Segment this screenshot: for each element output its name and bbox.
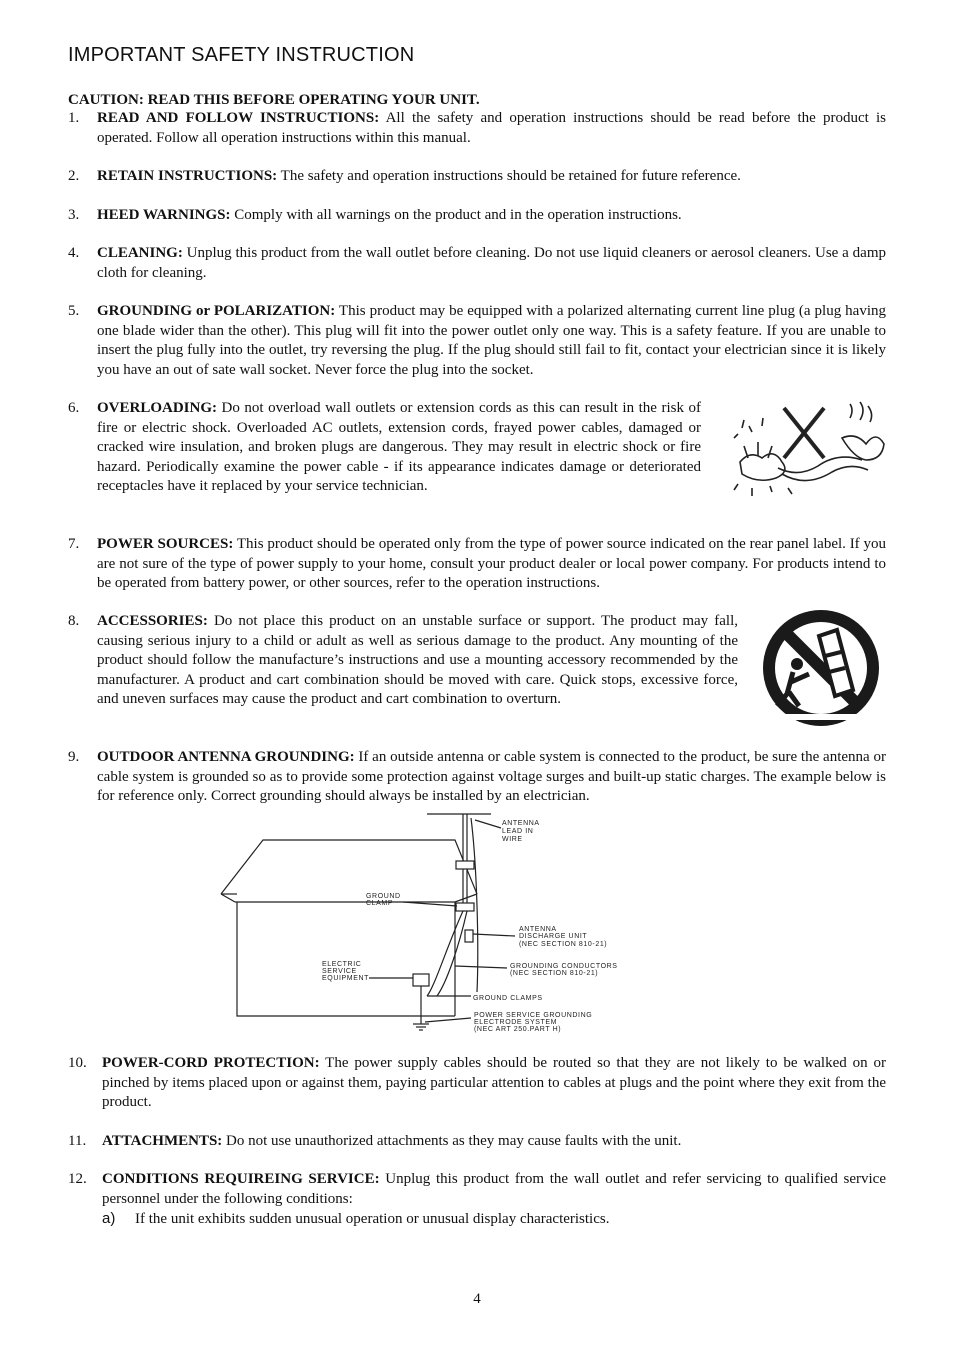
item-text: Do not place this product on an unstable surface or support. The product may fall, causing serious injury to a child or adult as well as serious damage to the product. Any mounting of the product should follow the manufacture’s instructions and use a mounting accessory recommended by the manufacturer. A product and cart combination should be moved with care. Quick stops, excessive force, and uneven surfaces may cause the product and cart combination to overturn.	[97, 613, 738, 707]
ground-clamp-label-2: CLAMP	[366, 900, 394, 907]
item-number: 9.	[68, 749, 80, 765]
antenna-lead-label-1: ANTENNA	[502, 820, 540, 827]
item-number: 4.	[68, 245, 80, 261]
power-service-label-2: ELECTRODE SYSTEM	[474, 1019, 558, 1026]
grounding-conductors-label-1: GROUNDING CONDUCTORS	[510, 963, 618, 970]
item-heading: READ AND FOLLOW INSTRUCTIONS:	[97, 110, 380, 126]
instruction-2	[68, 167, 886, 187]
instruction-1	[68, 109, 886, 148]
cart-tipover-warning-icon	[755, 606, 887, 730]
page-title: IMPORTANT SAFETY INSTRUCTION	[68, 44, 415, 66]
instruction-9	[68, 748, 886, 807]
item-heading: HEED WARNINGS:	[97, 207, 231, 223]
item-number: 11.	[68, 1133, 87, 1149]
subitem-letter: a)	[102, 1210, 116, 1227]
item-text: Do not use unauthorized attachments as they may cause faults with the unit.	[222, 1133, 682, 1149]
item-number: 7.	[68, 536, 80, 552]
item-text: If an outside antenna or cable system is connected to the product, be sure the antenna or cable system is grounded so as to provide some protection against voltage surges and built-up static charges. The example below is for reference only. Correct grounding should always be installed by an electrician.	[97, 749, 886, 804]
discharge-unit-label-3: (NEC SECTION 810-21)	[519, 941, 608, 948]
electric-service-label-1: ELECTRIC	[322, 961, 362, 968]
item-heading: OVERLOADING:	[97, 400, 218, 416]
subitem-text: If the unit exhibits sudden unusual operation or unusual display characteristics.	[135, 1211, 610, 1227]
instruction-6	[68, 399, 701, 497]
item-text: Unplug this product from the wall outlet before cleaning. Do not use liquid cleaners or aerosol cleaners. Use a damp cloth for cleaning.	[97, 245, 886, 281]
item-text: The power supply cables should be routed so that they are not likely to be walked on or pinched by items placed upon or against them, paying particular attention to cables at plugs and the point where they exit from the product.	[102, 1055, 886, 1110]
instruction-11	[68, 1132, 886, 1152]
discharge-unit-label-2: DISCHARGE UNIT	[519, 933, 588, 940]
item-number: 2.	[68, 168, 80, 184]
item-text: All the safety and operation instructions should be read before the product is operated. Follow all operation instructions within this manual.	[97, 110, 886, 146]
item-number: 5.	[68, 303, 80, 319]
item-heading: ACCESSORIES:	[97, 613, 208, 629]
item-text: Do not overload wall outlets or extension cords as this can result in the risk of fire or electric shock. Overloaded AC outlets, extension cords, frayed power cables, damaged or cracked wire insulation, and broken plugs are dangerous. They may result in electric shock or fire hazard. Periodically examine the power cable - if its appearance indicates damage or deteriorated receptacles have it replaced by your service technician.	[97, 400, 701, 494]
electric-service-label-2: SERVICE	[322, 968, 357, 975]
item-heading: CONDITIONS REQUIREING SERVICE:	[102, 1171, 380, 1187]
overloaded-outlet-icon	[722, 398, 888, 498]
ground-clamp-label-1: GROUND	[366, 893, 401, 900]
antenna-lead-label-3: WIRE	[502, 836, 523, 843]
instruction-12-subitem-a	[102, 1210, 802, 1228]
item-number: 12.	[68, 1171, 87, 1187]
instruction-10	[68, 1054, 886, 1113]
instruction-5	[68, 302, 886, 380]
item-number: 10.	[68, 1055, 87, 1071]
item-text: This product may be equipped with a polarized alternating current line plug (a plug having one blade wider than the other). This plug will fit into the power outlet only one way. This is a safety feature. If you are unable to insert the plug fully into the outlet, try reversing the plug. If the plug should still fail to fit, contact your electrician since it is likely you have an out of sate wall socket. Never force the plug into the socket.	[97, 303, 886, 378]
page-number: 4	[473, 1291, 481, 1307]
item-heading: CLEANING:	[97, 245, 183, 261]
item-heading: POWER SOURCES:	[97, 536, 234, 552]
item-heading: RETAIN INSTRUCTIONS:	[97, 168, 278, 184]
item-heading: OUTDOOR ANTENNA GROUNDING:	[97, 749, 355, 765]
item-heading: ATTACHMENTS:	[102, 1133, 223, 1149]
item-heading: GROUNDING or POLARIZATION:	[97, 303, 336, 319]
discharge-unit-label-1: ANTENNA	[519, 926, 557, 933]
grounding-conductors-label-2: (NEC SECTION 810-21)	[510, 970, 599, 977]
ground-clamps-label: GROUND CLAMPS	[473, 995, 543, 1002]
item-text: Unplug this product from the wall outlet and refer servicing to qualified service personnel under the following conditions:	[102, 1171, 886, 1207]
item-number: 1.	[68, 110, 80, 126]
caution-heading: CAUTION: READ THIS BEFORE OPERATING YOUR UNIT.	[68, 92, 480, 108]
item-number: 3.	[68, 207, 80, 223]
power-service-label-3: (NEC ART 250.PART H)	[474, 1026, 562, 1033]
antenna-lead-label-2: LEAD IN	[502, 828, 534, 835]
instruction-3	[68, 206, 886, 226]
electric-service-label-3: EQUIPMENT	[322, 975, 370, 982]
item-number: 8.	[68, 613, 80, 629]
item-number: 6.	[68, 400, 80, 416]
power-service-label-1: POWER SERVICE GROUNDING	[474, 1012, 593, 1019]
item-text: Comply with all warnings on the product and in the operation instructions.	[230, 207, 682, 223]
item-heading: POWER-CORD PROTECTION:	[102, 1055, 320, 1071]
item-text: This product should be operated only from the type of power source indicated on the rear panel label. If you are not sure of the type of power supply to your home, consult your product dealer or local power company. For products intend to be operated from battery power, or other sources, refer to the operation instructions.	[97, 536, 886, 591]
instruction-7	[68, 535, 886, 594]
item-text: The safety and operation instructions should be retained for future reference.	[277, 168, 741, 184]
instruction-4	[68, 244, 886, 283]
instruction-12	[68, 1170, 886, 1209]
instruction-8	[68, 612, 738, 710]
antenna-grounding-diagram	[215, 806, 635, 1038]
